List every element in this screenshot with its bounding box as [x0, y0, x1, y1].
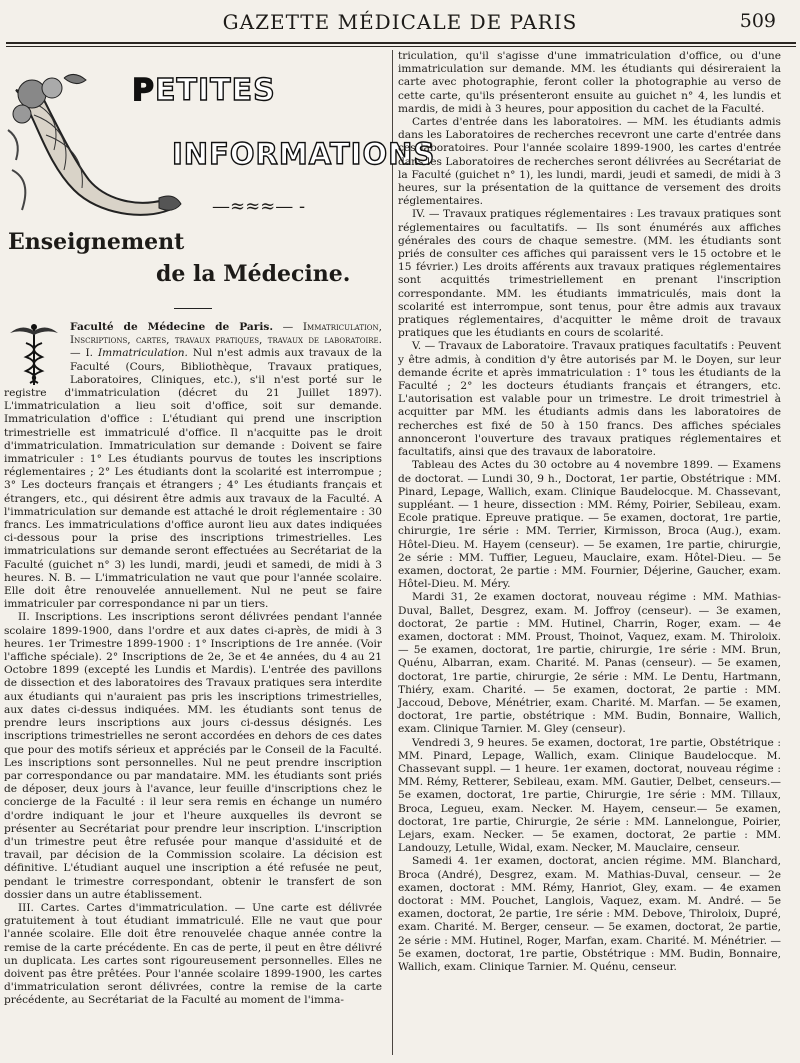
travaux-laboratoire-paragraph: V. — Travaux de Laboratoire. Travaux pratiques facultatifs : Peuvent y être admis, à condition d'y être autorisés par M. le Doyen, sur leur demande écrite et après immatriculation : 1° tous les étudiants de la Faculté ; 2° les docteurs étudiants français et étrangers, etc. L'autorisation est valable pour un trimestre. Le droit trimestriel à acquitter par MM. les étudiants admis dans les laboratoires de recherches est fixé de 50 à 150 francs. Des affiches spéciales annonceront l'ouverture des travaux pratiques réglementaires et facultatifs, ainsi que des travaux de laboratoire. — [398, 340, 781, 459]
carte-photographie-paragraph: triculation, qu'il s'agisse d'une immatriculation d'office, ou d'une immatriculation sur demande. MM. les étudiants qui désireraient la carte avec photographie, feront coller la photographie au verso de cette carte, qu'ils présenteront ensuite au guichet n° 4, les lundis et mardis, de midi à 3 heures, pour apposition du cachet de la Faculté. — [398, 50, 781, 115]
right-column — [398, 50, 781, 974]
heading-rule — [174, 308, 212, 309]
header-rule — [6, 42, 796, 44]
running-header — [0, 0, 800, 38]
faculte-paragraph — [4, 321, 382, 611]
left-column — [4, 50, 436, 1008]
page-number: 509 — [739, 10, 776, 32]
immatriculation-text: Nul n'est admis aux travaux de la Faculté (Cours, Bibliothèque, Travaux pratiques, Laboratoires, Cliniques, etc.), s'il n'est porté sur le registre d'immatriculation (décret du 21 Juillet 1897). L'immatriculation a lieu soit d'office, soit sur demande. Immatriculation d'office : L'étudiant qui prend une inscription trimestrielle est immatriculé d'office. Il n'acquitte pas le droit d'immatriculation. Immatriculation sur demande : Doivent se faire immatriculer : 1° Les étudiants pourvus de toutes les inscriptions réglementaires ; 2° Les étudiants dont la scolarité est interrompue ; 3° Les docteurs français et étrangers ; 4° Les étudiants français et étrangers, etc., qui désirent être admis aux travaux de la Faculté. A l'immatriculation sur demande est attaché le droit réglementaire : 30 francs. Les immatriculations d'office auront lieu aux dates indiquées ci-dessous pour la prise des inscriptions trimestrielles. Les immatriculations sur demande seront effectuées au Secrétariat de la Faculté (guichet n° 3) les lundi, mardi, jeudi et samedi, de midi à 3 heures. N. B. — L'immatriculation ne vaut que pour l'année scolaire. Elle doit être renouvelée annuellement. Nul ne peut se faire immatriculer par correspondance ni par un tiers. — [4, 347, 382, 611]
vendredi-paragraph: Vendredi 3, 9 heures. 5e examen, doctorat, 1re partie, Obstétrique : MM. Pinard, Lepage, Wallich, exam. Clinique Baudelocque. M. Chassevant suppl. — 1 heure. 1er examen, doctorat, nouveau régime : MM. Rémy, Retterer, Sebileau, exam. MM. Gautier, Delbet, censeurs.—5e examen, doctorat, 1re partie, Chirurgie, 1re série : MM. Tillaux, Broca, Legueu, exam. Necker. M. Hayem, censeur.— 5e examen, doctorat, 1re partie, Chirurgie, 2e série : MM. Lannelongue, Poirier, Lejars, exam. Necker. — 5e examen, doctorat, 2e partie : MM. Landouzy, Letulle, Widal, exam. Necker, M. Mauclaire, censeur. — [398, 736, 781, 855]
banner-informations: INFORMATIONS — [172, 137, 436, 171]
journal-title: GAZETTE MÉDICALE DE PARIS — [222, 10, 578, 34]
caduceus-icon — [4, 321, 64, 387]
banner-petites: PETITES — [132, 73, 276, 108]
petites-informations-banner — [4, 50, 436, 288]
inscriptions-paragraph: II. Inscriptions. Les inscriptions seront délivrées pendant l'année scolaire 1899-1900, dans l'ordre et aux dates ci-après, de midi à 3 heures. 1er Trimestre 1899-1900 : 1° Inscriptions de 1re année. (Voir l'affiche spéciale). 2° Inscriptions de 2e, 3e et 4e années, du 4 au 21 Octobre 1899 (excepté les Lundis et Mardis). L'entrée des pavillons de dissection et des laboratoires des Travaux pratiques sera interdite aux étudiants qui n'auraient pas pris les inscriptions trimestrielles, aux dates ci-dessus indiquées. MM. les étudiants sont tenus de prendre leurs inscriptions aux jours ci-dessus désignés. Les inscriptions trimestrielles ne seront accordées en dehors de ces dates que pour des motifs sérieux et appréciés par le Conseil de la Faculté. Les inscriptions sont personnelles. Nul ne peut prendre inscription par correspondance ou par mandataire. MM. les étudiants sont priés de déposer, deux jours à l'avance, leur feuille d'inscriptions chez le concierge de la Faculté : il leur sera remis en échange un numéro d'ordre indiquant le jour et l'heure auxquelles ils devront se présenter au Secrétariat pour prendre leur inscription. L'inscription d'un trimestre peut être refusée pour manque d'assiduité et de travail, par décision de la Commission scolaire. La décision est définitive. L'étudiant auquel une inscription a été refusée ne peut, pendant le trimestre correspondant, obtenir le transfert de son dossier dans un autre établissement. — [4, 611, 382, 901]
column-divider — [392, 50, 393, 1055]
samedi-paragraph: Samedi 4. 1er examen, doctorat, ancien régime. MM. Blanchard, Broca (André), Desgrez, exam. M. Mathias-Duval, censeur. — 2e examen, doctorat : MM. Rémy, Hanriot, Gley, exam. — 4e examen doctorat : MM. Pouchet, Langlois, Vaquez, exam. M. André. — 5e examen, doctorat, 2e partie, 1re série : MM. Debove, Thiroloix, Dupré, exam. Charité. M. Berger, censeur. — 5e examen, doctorat, 2e partie, 2e série : MM. Hutinel, Roger, Marfan, exam. Charité. M. Ménétrier. — 5e examen, doctorat, 1re partie, Obstétrique : MM. Budin, Bonnaire, Wallich, exam. Clinique Tarnier. M. Quénu, censeur. — [398, 855, 781, 974]
cartes-entree-paragraph: Cartes d'entrée dans les laboratoires. — MM. les étudiants admis dans les Laboratoires de recherches recevront une carte d'entrée dans ces laboratoires. Pour l'année scolaire 1899-1900, les cartes d'entrée dans les Laboratoires de recherches seront délivrées au Secrétariat de la Faculté (guichet n° 1), les lundi, mardi, jeudi et samedi, de midi à 3 heures, sur la présentation de la quittance de versement des droits réglementaires. — [398, 116, 781, 208]
mardi-paragraph: Mardi 31, 2e examen doctorat, nouveau régime : MM. Mathias-Duval, Ballet, Desgrez, exam. M. Joffroy (censeur). — 3e examen, doctorat, 2e partie : MM. Hutinel, Charrin, Roger, exam. — 4e examen, doctorat : MM. Proust, Thoinot, Vaquez, exam. M. Thiroloix. — 5e examen, doctorat, 1re partie, chirurgie, 1re série : MM. Brun, Quénu, Albarran, exam. Charité. M. Panas (censeur). — 5e examen, doctorat, 1re partie, chirurgie, 2e série : MM. Le Dentu, Hartmann, Thiéry, exam. Charité. — 5e examen, doctorat, 2e partie : MM. Jaccoud, Debove, Ménétrier, exam. Charité. M. Marfan. — 5e examen, doctorat, 1re partie, obstétrique : MM. Budin, Bonnaire, Wallich, exam. Clinique Tarnier. M. Gley (censeur). — [398, 591, 781, 736]
section-heading-line2: de la Médecine. — [156, 261, 351, 287]
cartes-paragraph: III. Cartes. Cartes d'immatriculation. — Une carte est délivrée gratuitement à tout étudiant immatriculé. Elle ne vaut que pour l'année scolaire. Elle doit être renouvelée chaque année contre la remise de la carte précédente. En cas de perte, il peut en être délivré un duplicata. Les cartes sont rigoureusement personnelles. Elles ne doivent pas être prêtées. Pour l'année scolaire 1899-1900, les cartes d'immatriculation seront délivrées, contre la remise de la carte précédente, au Secrétariat de la Faculté au moment de l'imma- — [4, 901, 382, 1007]
header-rule-thin — [6, 46, 796, 47]
section-heading-line1: Enseignement — [8, 229, 185, 255]
faculte-subtitle: — Immatriculation, Inscriptions, cartes, travaux pratiques, travaux de laboratoire. — I. — [70, 321, 383, 360]
faculte-title: Faculté de Médecine de Paris. — [70, 321, 274, 333]
immatriculation-label: Immatriculation. — [97, 347, 188, 360]
tableau-actes-paragraph: Tableau des Actes du 30 octobre au 4 novembre 1899. — Examens de doctorat. — Lundi 30, 9 h., Doctorat, 1er partie, Obstétrique : MM. Pinard, Lepage, Wallich, exam. Clinique Baudelocque. M. Chassevant, suppléant. — 1 heure, dissection : MM. Rémy, Poirier, Sebileau, exam. Ecole pratique. Epreuve pratique. — 5e examen, doctorat, 1re partie, chirurgie, 1re série : MM. Terrier, Kirmisson, Broca (Aug.), exam. Hôtel-Dieu. M. Hayem (censeur). — 5e examen, 1re partie, chirurgie, 2e série : MM. Tuffier, Legueu, Mauclaire, exam. Hôtel-Dieu. — 5e examen, doctorat, 2e partie : MM. Fournier, Déjerine, Gaucher, exam. Hôtel-Dieu. M. Méry. — [398, 459, 781, 591]
travaux-pratiques-paragraph: IV. — Travaux pratiques réglementaires : Les travaux pratiques sont réglementaires ou facultatifs. — Ils sont énumérés aux affiches générales des cours de chaque semestre. (MM. les étudiants sont priés de consulter ces affiches qui paraissent vers le 15 octobre et le 15 février.) Les droits afférents aux travaux pratiques réglementaires sont acquittés trimestriellement en prenant l'inscription correspondante. MM. les étudiants immatriculés, mais dont la scolarité est interrompue, sont tenus, pour être admis aux travaux pratiques réglementaires, d'acquitter le même droit de travaux pratiques que les étudiants en cours de scolarité. — [398, 208, 781, 340]
banner-ornament: —≈≈≈— - — [212, 196, 306, 217]
